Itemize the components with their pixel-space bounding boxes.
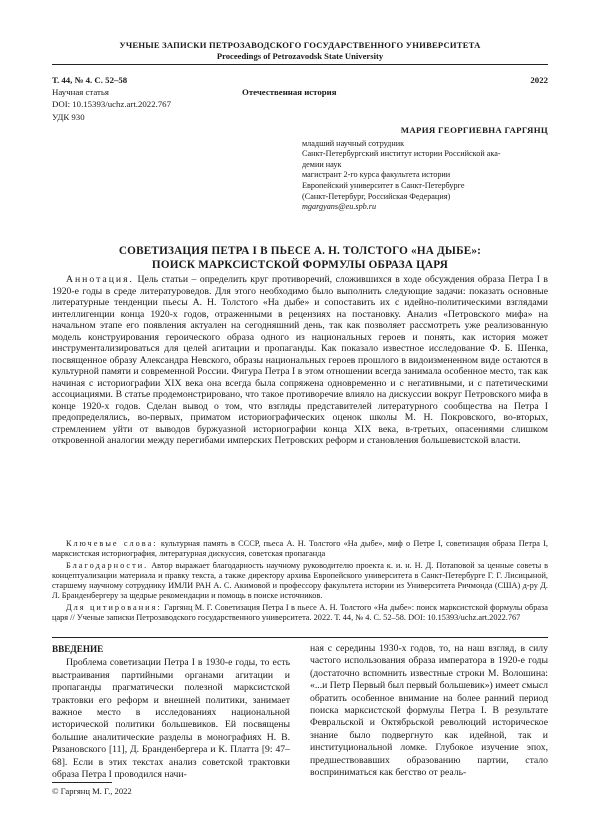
article-title	[52, 244, 548, 272]
citation	[52, 603, 548, 623]
title-line: СОВЕТИЗАЦИЯ ПЕТРА I В ПЬЕСЕ А. Н. ТОЛСТОГО «НА ДЫБЕ»:	[118, 245, 482, 257]
section-heading: ВВЕДЕНИЕ	[52, 644, 104, 654]
affiliation-line: Санкт-Петербургский институт истории Российской ака-	[302, 149, 501, 159]
article-meta	[52, 74, 548, 123]
year: 2022	[530, 75, 548, 85]
acknowledgements	[52, 561, 548, 601]
header-divider	[52, 64, 548, 65]
footnote-divider	[52, 782, 112, 783]
author-name: МАРИЯ ГЕОРГИЕВНА ГАРГЯНЦ	[400, 125, 548, 135]
keywords	[52, 539, 548, 559]
doi[interactable]: DOI: 10.15393/uchz.art.2022.767	[52, 99, 171, 110]
author-block	[300, 125, 548, 213]
affiliation-line: Европейский университет в Санкт-Петербурге	[302, 180, 465, 190]
journal-name-ru: УЧЕНЫЕ ЗАПИСКИ ПЕТРОЗАВОДСКОГО ГОСУДАРСТВЕННОГО УНИВЕРСИТЕТА	[119, 40, 481, 50]
volume-info: Т. 44, № 4. С. 52–58	[52, 75, 128, 85]
abstract-text: Цель статьи – определить круг противоречий, сложившихся в ходе обсуждения образа Петра I в 1920-е годы в среде литературоведов. Для этого необходимо было выполнить следующие задачи: показать основные литературные тенденции пьесы А. Н. Толстого «На дыбе» и сопоставить их с идейно-политическими взглядами интеллигенции конца 1920-х годов, отраженными в рецензиях на постановку. Анализ «Петровского мифа» на начальном этапе его появления актуален на сегодняшний день, так как позволяет рассмотреть уже реализованную модель конструирования героического образа одного из национальных героев и понять, как история может инструментализироваться для целей агитации и пропаганды. Как показало известное исследование Ф. Б. Шенка, посвященное образу Александра Невского, образы национальных героев прошлого в видоизмененном виде остаются в культурной памяти и современной России. Фигура Петра I в этом отношении всегда занимала особенное место, так как начиная с историографии XIX века она всегда была сопряжена одновременно и с негативными, и с патетическими ассоциациями. В статье продемонстрировано, что такое противоречие влияло на дискуссии вокруг Петровского мифа в конце 1920-х годов. Сделан вывод о том, что взгляды представителей литературного сообщества на Петра I предопределялись, во-первых, приматом историографических оценок школы М. Н. Покровского, во-вторых, стремлением уйти от выводов буржуазной историографии конца XIX века, в-третьих, опасениями слишком откровенной аналогии между перегибами имперских Петровских реформ и становления большевистской власти.	[52, 274, 548, 446]
affiliation-line: (Санкт-Петербург, Российская Федерация)	[302, 191, 451, 201]
article-page	[52, 0, 548, 820]
abstract-label: Аннотация.	[66, 274, 134, 285]
affiliation-line: демии наук	[302, 159, 342, 169]
title-line: ПОИСК МАРКСИСТСКОЙ ФОРМУЛЫ ОБРАЗА ЦАРЯ	[151, 259, 449, 271]
acknowledgements-text: Автор выражает благодарность научному руководителю проекта к. и. н. Н. Д. Потаповой за ценные советы в концептуализации материала и правку текста, а также директору архива Европейского университета в Санкт-Петербурге Г. Г. Лисицыной, старшему научному сотруднику ИМЛИ РАН А. С. Акимовой и профессору факультета истории из Университета Ричмонда (США) д-ру Д. Л. Бранденбергеру за щедрые рекомендации и помощь в поиске источников.	[52, 561, 549, 601]
intro-paragraph: Проблема советизации Петра I в 1930-е годы, то есть выстраивания партийными органами агитации и пропаганды прагматически полезной марксистской трактовки его реформ и внешней политики, занимает важное место в исследованиях национальной исторической политики большевиков. Ей посвящены большие аналитические разделы в монографиях Н. В. Рязановского [11], Д. Бранденбергера и К. Платта [9: 47–68]. Если в этих текстах анализ советской трактовки образа Петра I проводился начи-	[52, 657, 290, 781]
udk: УДК 930	[52, 111, 85, 122]
body-divider	[52, 637, 548, 638]
acknowledgements-label: Благодарности.	[66, 561, 149, 570]
article-type: Научная статья	[52, 87, 109, 98]
section-name: Отечественная история	[242, 87, 337, 98]
keywords-text: культурная память в СССР, пьеса А. Н. Толстого «На дыбе», миф о Петре I, советизация образа Петра I, марксистская историография, литературная дискуссия, советская пропаганда	[52, 539, 548, 559]
citation-label: Для цитирования:	[66, 603, 162, 612]
copyright: © Гаргянц М. Г., 2022	[52, 786, 132, 796]
keywords-label: Ключевые слова:	[66, 539, 158, 548]
abstract	[52, 274, 548, 447]
intro-paragraph-continued: ная с середины 1930-х годов, то, на наш взгляд, в силу частого использования образа императора в 1920-е годы (достаточно вспомнить известные строки М. Волошина: «...и Петр Первый был первый большевик») имеет смысл обратить особенное внимание на более ранний период поиска марксистской формулы Петра I. В результате Февральской и Октябрьской революций историческое знание было подвергнуто как идейной, так и институциональной ломке. Глубокое изучение эпох, предшествовавших образованию партии, стало восприниматься как бегство от реаль-	[310, 643, 548, 779]
author-email[interactable]: mgargyans@eu.spb.ru	[302, 202, 377, 212]
journal-header	[52, 40, 548, 62]
citation-text: Гаргянц М. Г. Советизация Петра I в пьесе А. Н. Толстого «На дыбе»: поиск марксистской формулы образа царя // Ученые записки Петрозаводского государственного университета. 2022. Т. 44, № 4. С. 52–58. DOI: 10.15393/uchz.art.2022.767	[52, 603, 548, 623]
intro-right-column	[310, 643, 548, 779]
affiliation-line: магистрант 2-го курса факультета истории	[302, 170, 451, 180]
intro-left-column	[52, 643, 290, 781]
journal-name-en: Proceedings of Petrozavodsk State University	[216, 51, 384, 61]
affiliation-line: младший научный сотрудник	[302, 138, 405, 148]
